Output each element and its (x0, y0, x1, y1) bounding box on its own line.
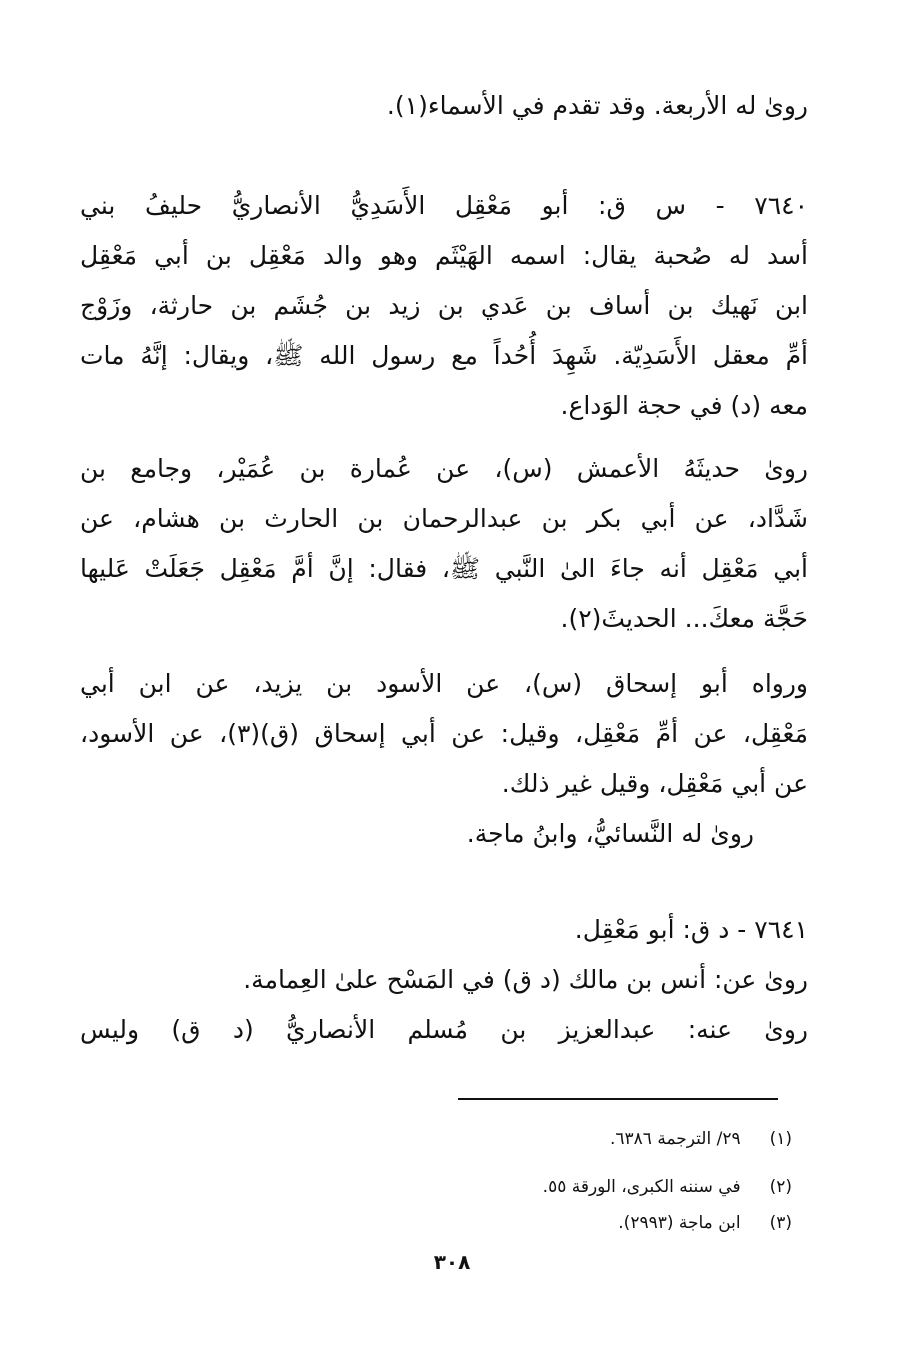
footnote-number: (١) (769, 1129, 792, 1149)
footnote (543, 1174, 792, 1200)
footnote-number: (٢) (769, 1177, 792, 1197)
body-line: رویٰ له الأربعة. وقد تقدم في الأسماء(١). (386, 91, 808, 120)
body-line: أمِّ معقل الأَسَدِيّة. شَهِدَ أُحُداً مع رسول الله ﷺ، ويقال: إنَّهُ مات (80, 341, 808, 370)
footnote-text: ابن ماجة (٢٩٩٣). (618, 1213, 741, 1233)
footnote-number: (٣) (769, 1213, 792, 1233)
body-line: حَجَّة معكَ... الحديثَ(٢). (560, 604, 808, 633)
footnote (618, 1210, 792, 1236)
body-line: معه (د) في حجة الوَداع. (560, 391, 808, 420)
body-line: ابن نَهيك بن أساف بن عَدي بن زيد بن جُشَم بن حارثة، وزَوْج (80, 291, 808, 320)
body-line: عن أبي مَعْقِل، وقيل غير ذلك. (501, 769, 808, 798)
footnote-text: ٢٩/ الترجمة ٦٣٨٦. (609, 1129, 741, 1149)
footnote (610, 1126, 792, 1152)
footnote-divider (458, 1098, 778, 1100)
entry-heading-7641: ٧٦٤١ - د ق: أبو مَعْقِل. (574, 915, 808, 944)
body-line: رویٰ عنه: عبدالعزيز بن مُسلم الأنصاريُّ (د ق) وليس (80, 1015, 808, 1044)
body-line: أسد له صُحبة يقال: اسمه الهَيْثَم وهو والد مَعْقِل بن أبي مَعْقِل (80, 241, 808, 270)
body-line: أبي مَعْقِل أنه جاءَ الیٰ النَّبي ﷺ، فقال: إنَّ أمَّ مَعْقِل جَعَلَتْ عَليها (80, 554, 808, 583)
page-number: ٣٠٨ (433, 1250, 471, 1274)
body-line: رویٰ له النَّسائيُّ، وابنُ ماجة. (466, 819, 754, 848)
footnote-text: في سننه الكبرى، الورقة ٥٥. (542, 1177, 741, 1197)
body-line: مَعْقِل، عن أمِّ مَعْقِل، وقيل: عن أبي إسحاق (ق)(٣)، عن الأسود، (80, 719, 808, 748)
body-line: رویٰ عن: أنس بن مالك (د ق) في المَسْح علیٰ العِمامة. (243, 965, 808, 994)
body-line: شَدَّاد، عن أبي بكر بن عبدالرحمان بن الحارث بن هشام، عن (80, 504, 808, 533)
entry-heading-7640: ٧٦٤٠ - س ق: أبو مَعْقِل الأَسَدِيُّ الأنصاريُّ حليفُ بني (80, 191, 808, 220)
body-line: ورواه أبو إسحاق (س)، عن الأسود بن يزيد، عن ابن أبي (80, 669, 808, 698)
body-line: رویٰ حديثَهُ الأعمش (س)، عن عُمارة بن عُمَيْر، وجامع بن (80, 454, 808, 483)
